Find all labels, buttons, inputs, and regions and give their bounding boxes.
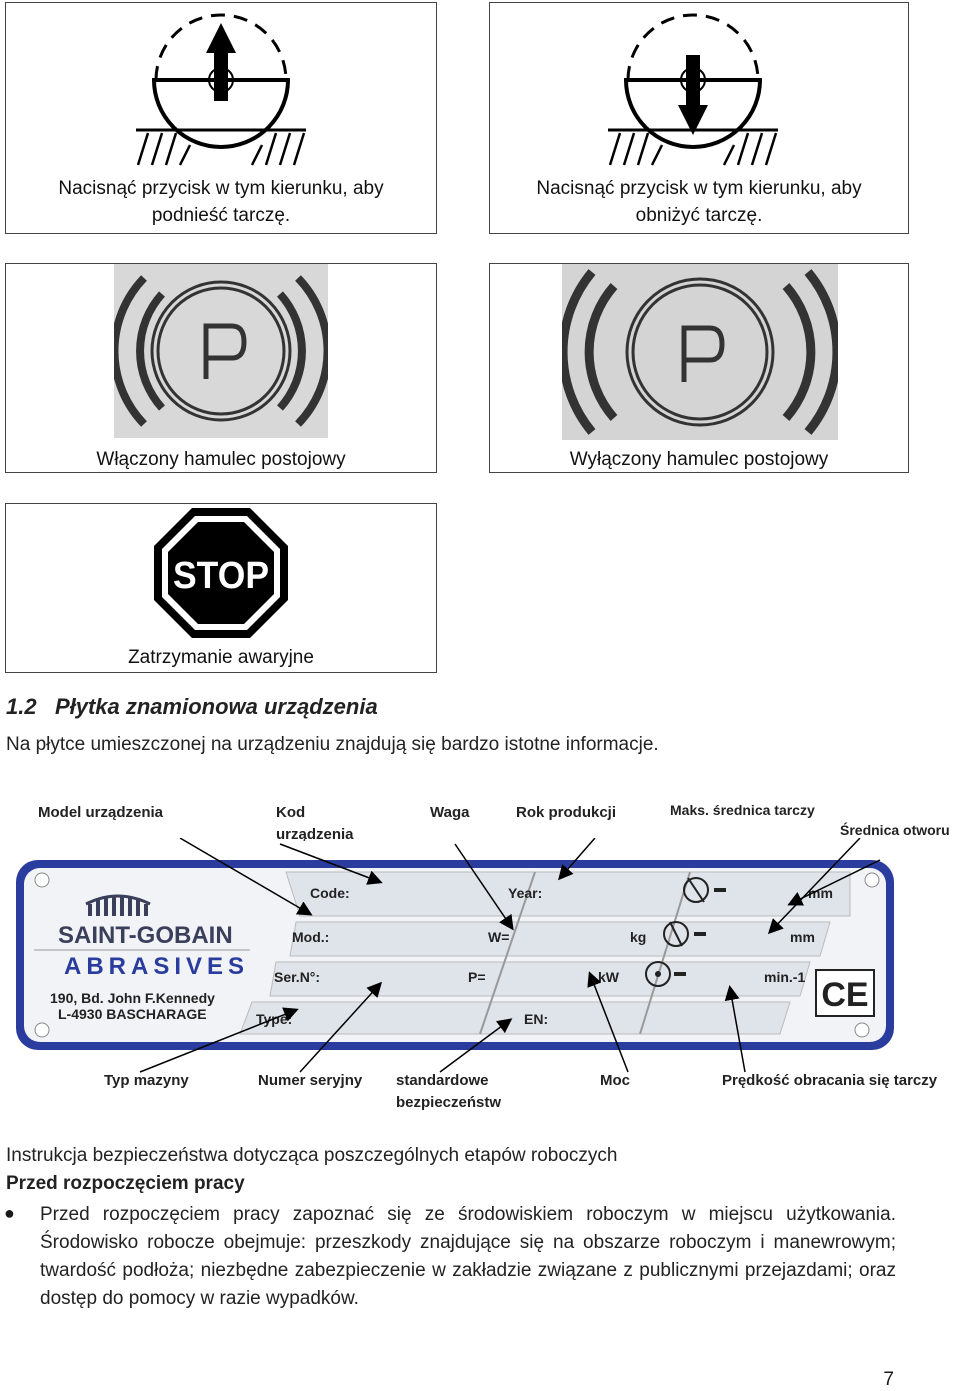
rating-plate bbox=[0, 838, 960, 1108]
plate-brand-line1: SAINT-GOBAIN bbox=[58, 922, 233, 949]
section-title: Płytka znamionowa urządzenia bbox=[54, 694, 378, 719]
plate-unit-kg: kg bbox=[630, 929, 647, 945]
plate-field-code: Code: bbox=[310, 885, 350, 901]
page-number: 7 bbox=[883, 1369, 894, 1390]
raise-disc-panel bbox=[5, 2, 437, 234]
raise-caption-line1: Nacisnąć przycisk w tym kierunku, aby bbox=[58, 178, 384, 199]
label-power: Moc bbox=[600, 1072, 630, 1089]
instructions-title: Instrukcja bezpieczeństwa dotycząca poszczególnych etapów roboczych bbox=[6, 1145, 618, 1166]
brake-on-caption: Włączony hamulec postojowy bbox=[96, 449, 346, 470]
plate-brand-line2: ABRASIVES bbox=[64, 953, 250, 980]
lower-disc-panel bbox=[489, 2, 909, 234]
plate-unit-mm-1: mm bbox=[808, 885, 833, 901]
label-standards-line1: standardowe bbox=[396, 1072, 489, 1089]
plate-ce-mark: CE bbox=[821, 976, 869, 1014]
instructions-bullet: Przed rozpoczęciem pracy zapoznać się ze środowiskiem roboczym w miejscu użytkowania. Środowisko robocze obejmuje: przeszkody znajdujące się na obszarze roboczym i manewrowym; twardość podłoża; niezbędne zabezpieczenie w zakładzie związane z publicznymi przejazdami; oraz dostęp do pomocy w razie wypadków. bbox=[40, 1204, 896, 1309]
section-number: 1.2 bbox=[6, 694, 37, 719]
plate-field-w: W= bbox=[488, 929, 510, 945]
parking-brake-on-icon bbox=[114, 264, 328, 438]
plate-field-ser: Ser.N°: bbox=[274, 969, 321, 985]
label-serial: Numer seryjny bbox=[258, 1072, 363, 1089]
lower-disc-arrow-down-icon bbox=[598, 5, 788, 170]
label-max-diameter: Maks. średnica tarczy bbox=[670, 802, 815, 818]
label-type: Typ mazyny bbox=[104, 1072, 189, 1089]
stop-panel bbox=[5, 503, 437, 673]
label-year: Rok produkcji bbox=[516, 804, 617, 821]
label-code-line2: urządzenia bbox=[276, 826, 354, 841]
brake-off-panel bbox=[489, 263, 909, 473]
plate-field-type: Type: bbox=[256, 1011, 293, 1027]
label-speed: Prędkość obracania się tarczy bbox=[722, 1072, 938, 1089]
stop-sign-icon bbox=[152, 506, 290, 640]
section-intro: Na płytce umieszczonej na urządzeniu znajdują się bardzo istotne informacje. bbox=[6, 734, 659, 755]
label-model: Model urządzenia bbox=[38, 804, 164, 821]
plate-field-p: P= bbox=[468, 969, 486, 985]
label-weight: Waga bbox=[430, 804, 470, 821]
plate-unit-mm-2: mm bbox=[790, 929, 815, 945]
plate-unit-kw: kW bbox=[598, 969, 619, 985]
lower-caption-line2: obniżyć tarczę. bbox=[635, 205, 763, 226]
raise-caption-line2: podnieść tarczę. bbox=[151, 205, 291, 226]
plate-field-mod: Mod.: bbox=[292, 929, 330, 945]
instructions-subtitle: Przed rozpoczęciem pracy bbox=[6, 1173, 245, 1194]
label-code-line1: Kod bbox=[276, 804, 306, 821]
stop-sign-text: STOP bbox=[173, 555, 269, 597]
plate-address-line1: 190, Bd. John F.Kennedy bbox=[50, 990, 215, 1006]
stop-caption: Zatrzymanie awaryjne bbox=[128, 647, 314, 668]
label-standards-line2: bezpieczeństw bbox=[396, 1094, 502, 1111]
bullet-marker: ● bbox=[4, 1203, 15, 1223]
plate-unit-min: min.-1 bbox=[764, 969, 806, 985]
section-heading bbox=[6, 694, 378, 720]
raise-disc-arrow-up-icon bbox=[126, 5, 316, 170]
plate-field-year: Year: bbox=[508, 885, 543, 901]
plate-field-en: EN: bbox=[524, 1011, 549, 1027]
plate-address-line2: L-4930 BASCHARAGE bbox=[58, 1006, 207, 1022]
lower-caption-line1: Nacisnąć przycisk w tym kierunku, aby bbox=[536, 178, 862, 199]
parking-brake-off-icon bbox=[562, 264, 838, 440]
label-bore: Średnica otworu bbox=[840, 822, 950, 838]
brake-off-caption: Wyłączony hamulec postojowy bbox=[569, 449, 829, 470]
brake-on-panel bbox=[5, 263, 437, 473]
